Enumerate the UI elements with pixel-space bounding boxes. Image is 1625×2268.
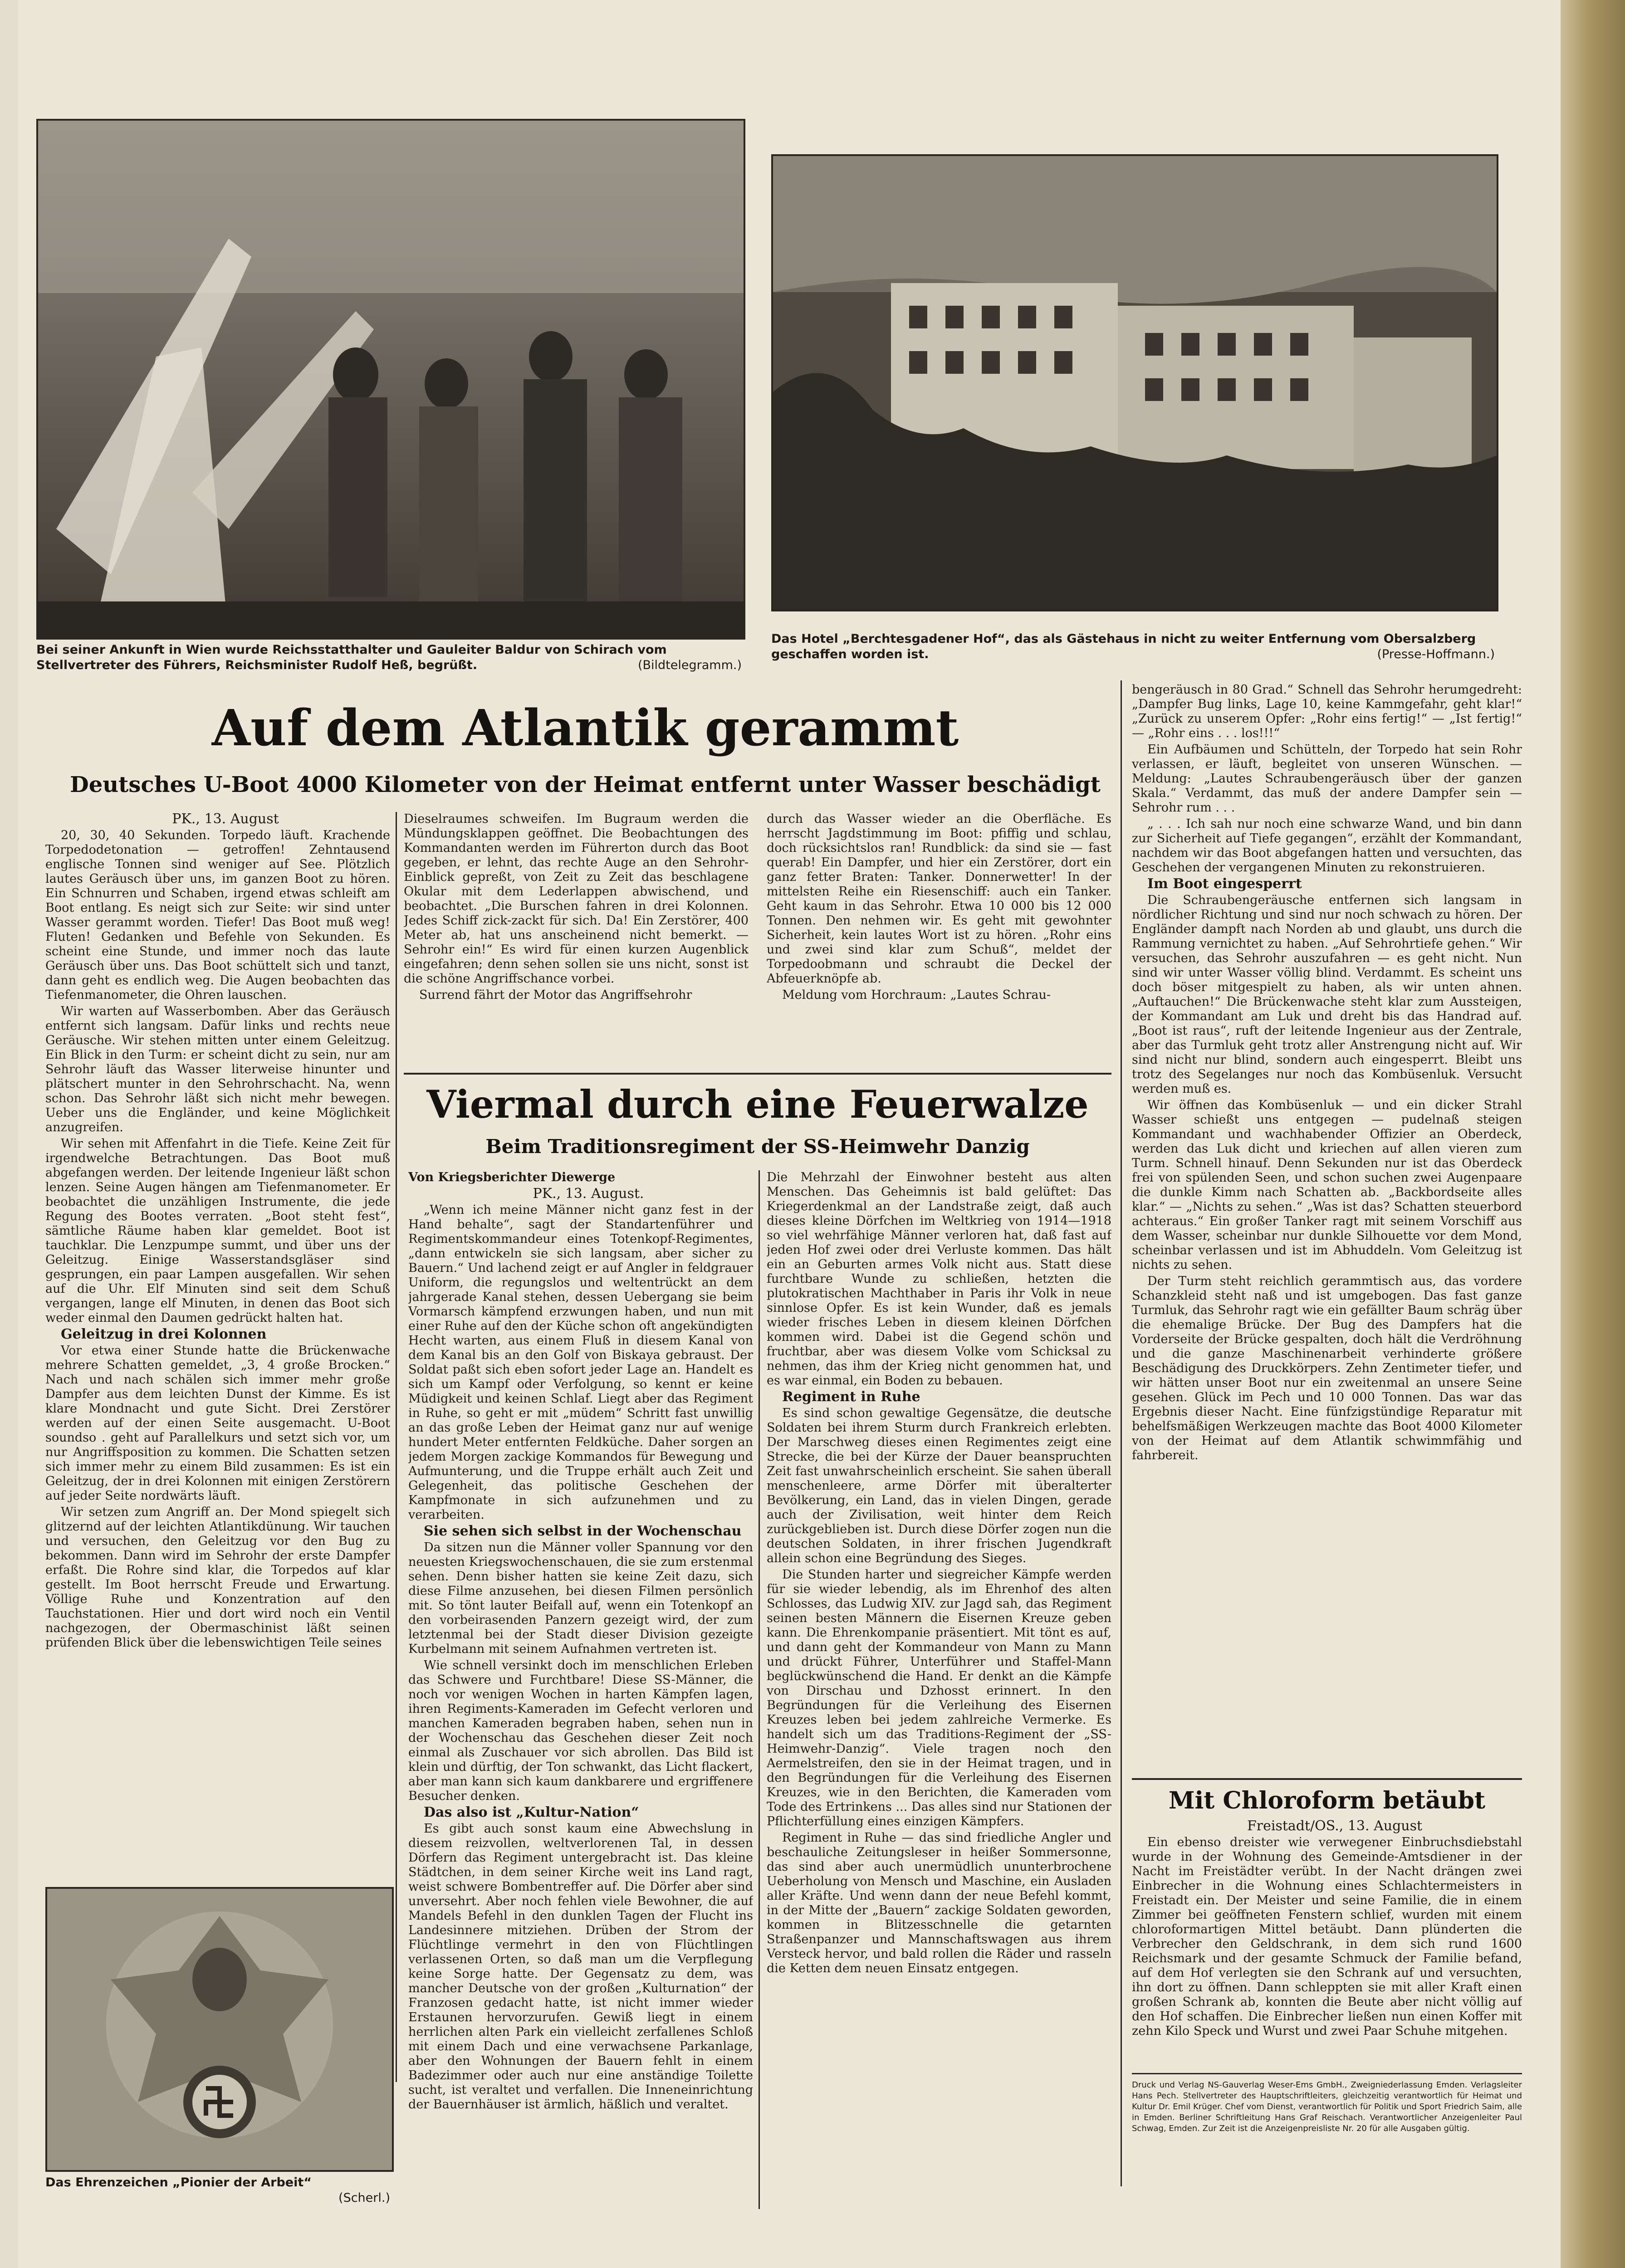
article1-col1-p1: 20, 30, 40 Sekunden. Torpedo läuft. Krachende Torpedodetonation — getroffen! Zehntausend englische Tonnen sind weniger auf See. Plötzlich lautes Geräusch über uns, im ganzen Boot zu hören. Ein Schnurren und Schaben, irgend etwas schleift am Boot entlang. Es neigt sich zur Seite: wir sind unter Wasser gerammt worden. Tiefer! Das Boot muß weg! Fluten! Gedanken und Befehle von Sekunden. Es scheint eine Stunde, und immer noch das laute Geräusch über uns. Das Boot schüttelt sich und tanzt, dann geht es endlich weg. Die Augen beobachten das Tiefenmanometer, die Ohren lauschen.: [45, 828, 390, 1002]
article1-col2-p2: Surrend fährt der Motor das Angriffsehrohr: [419, 988, 692, 1002]
article1-col4-p6: Der Turm steht reichlich gerammtisch aus, das vordere Schanzkleid steht naß und ist umgebogen. Das fast ganze Turmluk, das Sehrohr ragt wie ein gefällter Baum schräg über die ehemalige Brücke. Der Bug des Dampfers hat die Vorderseite der Brücke gespalten, doch hält die Verdröhnung und die ganze Maschinenarbeit verhinderte größere Beschädigung des Druckkörpers. Zehn Zentimeter tiefer, und wir hätten unser Boot nur ein zweitenmal an unsere Seine gesehen. Glück im Pech und 10 000 Tonnen. Das war das Ergebnis dieser Nacht. Eine fünfzigstündige Reparatur mit behelfsmäßigen Werkzeugen machte das Boot 4000 Kilometer von der Heimat auf dem Atlantik schwimmfähig und fahrbereit.: [1132, 1274, 1522, 1462]
caption-ehrenzeichen: [45, 2175, 390, 2206]
article3-dateline: Freistadt/OS., 13. August: [1247, 1819, 1423, 1834]
article1-dateline: PK., 13. August: [172, 812, 279, 827]
article2-colb-p2: Es sind schon gewaltige Gegensätze, die deutsche Soldaten bei ihrem Sturm durch Frankreich erlebten. Der Marschweg dieses einen Regimentes zeigt eine Strecke, die bei der Kürze der Dauer beanspruchten Zeit fast unwahrscheinlich erscheint. Sie sahen überall menschenleere, arme Dörfer mit überalterter Bevölkerung, ein Land, das in vielen Dingen, gerade auch der Zivilisation, weit hinter dem Reich zurückgeblieben ist. Durch diese Dörfer zogen nun die deutschen Soldaten, in ihrer frischen Jugendkraft allein schon eine Begründung des Sieges.: [767, 1406, 1111, 1565]
article1-column-2: [404, 812, 749, 1066]
photo-reception-image: [38, 121, 744, 638]
photo-hotel: [771, 154, 1498, 611]
page-edge: [1561, 0, 1625, 2268]
article1-col4-p3: „ . . . Ich sah nur noch eine schwarze Wand, und bin dann zur Sicherheit auf Tiefe gegangen“, erzählt der Kommandant, nachdem wir das Boot abgefangen hatten und versuchten, das Geschehen der vergangenen Minuten zu rekonstruieren.: [1132, 817, 1522, 875]
caption-ehrenzeichen-credit: (Scherl.): [338, 2191, 390, 2205]
caption-hotel-text: Das Hotel „Berchtesgadener Hof“, das als Gästehaus in nicht zu weiter Entfernung vom Obersalzberg geschaffen worden ist.: [771, 632, 1476, 661]
article2-cola-p2: Da sitzen nun die Männer voller Spannung vor den neuesten Kriegswochenschauen, die sie zum erstenmal sehen. Denn bisher hatten sie keine Zeit dazu, sich diese Filme anzusehen, bei diesen Filmen persönlich mit. So tönt lauter Beifall auf, wenn ein Totenkopf an den vorbeirasenden Panzern gezeigt wird, der zum letztenmal bei der Stadt dieser Division gezeigte Kurbelmann mit seinem Aufnahmen vertreten ist.: [408, 1540, 753, 1656]
article2-colb-p4: Regiment in Ruhe — das sind friedliche Angler und beschauliche Zeitungsleser in heißer Sommersonne, das sind aber auch unermüdlich ununterbrochene Ueberholung von Mensch und Maschine, ein Ausladen aller Kräfte. Und wenn dann der neue Befehl kommt, in der Mitte der „Bauern“ zackige Soldaten geworden, kommen in Blitzesschnelle die getarnten Straßenpanzer und Mannschaftswagen aus ihrem Versteck hervor, und bald rollen die Räder und rasseln die Ketten dem neuen Einsatz entgegen.: [767, 1831, 1111, 1975]
article1-col1-p2: Wir warten auf Wasserbomben. Aber das Geräusch entfernt sich langsam. Dafür links und rechts neue Geräusche. Wir stehen mitten unter einem Geleitzug. Ein Blick in den Turm: er scheint dicht zu sein, nur am Sehrohr läuft das Wasser literweise hinunter und plätschert munter in den Sehrohrschacht. Na, wenn schon. Das Sehrohr läßt sich nicht mehr bewegen. Ueber uns die Engländer, und keine Möglichkeit anzugreifen.: [45, 1004, 390, 1134]
column-rule-1: [396, 812, 397, 2082]
article3-p1: Ein ebenso dreister wie verwegener Einbruchsdiebstahl wurde in der Wohnung des Gemeinde-Amtsdiener in der Nacht im Freistädter verübt. In der Nacht drängen zwei Einbrecher in die Wohnung eines Schlachtermeisters in Freistadt ein. Der Meister und seine Familie, die in einem Zimmer bei geöffneten Fenstern schlief, wurden mit einem chloroformartigen Mittel betäubt. Dann plünderten die Verbrecher den Geldschrank, in dem sich rund 1600 Reichsmark und der gesamte Schmuck der Familie befand, auf dem Hof verlegten sie den Schrank auf und versuchten, ihn dort zu öffnen. Dann schleppten sie mit aller Kraft einen großen Schrank ab, konnten die Beute aber nicht völlig auf den Hof schaffen. Die Einbrecher ließen nun einen Koffer mit zehn Kilo Speck und Wurst und zwei Paar Schuhe mitgehen.: [1132, 1835, 1522, 2038]
article1-column-4: [1132, 683, 1522, 1758]
imprint: Druck und Verlag NS-Gauverlag Weser-Ems GmbH., Zweigniederlassung Emden. Verlagsleiter Hans Pech. Stellvertreter des Hauptschriftleiters, gleichzeitig verantwortlich für Heimat und Kultur Dr. Emil Krüger. Chef vom Dienst, verantwortlich für Politik und Sport Friedrich Saim, alle in Emden. Berliner Schriftleitung Hans Graf Reischach. Verantwortlicher Anzeigenleiter Paul Schwag, Emden. Zur Zeit ist die Anzeigenpreisliste Nr. 20 für alle Ausgaben gültig.: [1132, 2080, 1522, 2133]
article1-col1-p5: Wir setzen zum Angriff an. Der Mond spiegelt sich glitzernd auf der leichten Atlantikdünung. Wir tauchen und versuchen, den Geleitzug vor den Bug zu bekommen. Dann wird im Sehrohr der erste Dampfer erfaßt. Die Rohre sind klar, die Torpedos auf klar gestellt. Im Boot herrscht Freude und Erwartung. Völlige Ruhe und Konzentration auf den Tauchstationen. Hier und dort wird noch ein Ventil nachgezogen, der Obermaschinist läßt seinen prüfenden Blick über die lebenswichtigen Teile seines: [45, 1505, 390, 1650]
article2-colb-subhead: Regiment in Ruhe: [782, 1389, 920, 1405]
article3-top-rule: [1132, 1778, 1522, 1780]
article1-col3-p2: Meldung vom Horchraum: „Lautes Schrau-: [782, 988, 1051, 1002]
photo-hotel-image: [773, 156, 1497, 610]
article1-col2-p1: Dieselraumes schweifen. Im Bugraum werden die Mündungsklappen geöffnet. Die Beobachtungen des Kommandanten werden im Führerton durch das Boot gegeben, er lehnt, das rechte Auge an den Sehrohr-Einblick gepreßt, von Zeit zu Zeit das beschlagene Okular mit dem Lederlappen abwischend, und beobachtet. „Die Burschen fahren in drei Kolonnen. Jedes Schiff zick-zackt für sich. Da! Ein Zerstörer, 400 Meter ab, hat uns anscheinend nicht bemerkt. — Sehrohr ein!“ Es wird für einen kurzen Augenblick eingefahren; denn sehen sollen sie uns nicht, sonst ist die schöne Angriffschance vorbei.: [404, 812, 749, 986]
article2-cola-subhead1: Sie sehen sich selbst in der Wochenschau: [424, 1523, 742, 1539]
article1-col4-subhead: Im Boot eingesperrt: [1147, 876, 1302, 892]
imprint-top-rule: [1132, 2073, 1522, 2074]
article2-colb-p1: Die Mehrzahl der Einwohner besteht aus alten Menschen. Das Geheimnis ist bald gelüftet: Das Kriegerdenkmal an der Landstraße zeigt, daß auch dieses kleine Dörfchen im Weltkrieg von 1914—1918 so viel wehrfähige Männer verloren hat, daß fast auf jeden Hof zwei oder drei Verluste kommen. Das hält ein an Geburten armes Volk nicht aus. Statt diese furchtbare Wunde zu schließen, hetzten die plutokratischen Machthaber in Paris ihr Volk in neue sinnlose Opfer. Es ist kein Wunder, daß es jemals wieder frisches Leben in diesem kleinen Dörfchen kommen wird. Dabei ist die Gegend schön und fruchtbar, aber was diesem Volke vom Schicksal zu nehmen, das ihm der Krieg nicht genommen hat, und es war einmal, ein Boden zu bebauen.: [767, 1170, 1111, 1388]
caption-reception: [36, 642, 742, 673]
article3-headline: Mit Chloroform betäubt: [1168, 1787, 1486, 1814]
caption-ehrenzeichen-text: Das Ehrenzeichen „Pionier der Arbeit“: [45, 2175, 312, 2190]
photo-ehrenzeichen-image: [47, 1889, 392, 2170]
caption-hotel-credit: (Presse-Hoffmann.): [1377, 647, 1495, 661]
column-rule-3: [1121, 680, 1122, 2186]
article1-col1-subhead: Geleitzug in drei Kolonnen: [61, 1326, 267, 1342]
article1-col4-p5: Wir öffnen das Kombüsenluk — und ein dicker Strahl Wasser schießt uns entgegen — pudelnaß steigen Kommandant und wachhabender Offizier an Oberdeck, werden das Luk dicht und kriechen auf allen vieren zum Turm. Schnell hinauf. Denn Sekunden nur ist das Oberdeck frei von spülenden Seen, und schon suchen zwei Augenpaare die dunkle Kimm nach Schatten ab. „Backbordseite alles klar.“ — „Nichts zu sehen.“ „Was ist das? Schatten steuerbord achteraus.“ Ein großer Tanker ragt mit seinem Vorschiff aus dem Wasser, scheinbar nur dunkle Silhouette vor dem Mond, scheinbar verlassen und ist im Abhuddeln. Vom Geleitzug ist nichts zu sehen.: [1132, 1098, 1522, 1272]
article2-cola-p1: „Wenn ich meine Männer nicht ganz fest in der Hand behalte“, sagt der Standartenführer und Regimentskommandeur eines Totenkopf-Regimentes, „dann entwickeln sie sich langsam, aber sicher zu Bauern.“ Und lachend zeigt er auf Angler in feldgrauer Uniform, die regungslos und weltentrückt an dem jahrgerade Kanal stehen, dessen Uebergang sie beim Vormarsch kämpfend erzwungen haben, und nun mit einer Ruhe auf den der Küche schon oft angekündigten Hecht warten, aus einem Fluß in diesem Kanal von dem Kanal bis an den Golf von Biskaya gebraust. Der Soldat paßt sich eben sofort jeder Lage an. Handelt es sich um Kampf oder Verfolgung, so kennt er keine Müdigkeit und keinen Schlaf. Liegt aber das Regiment in Ruhe, so geht er mit „müdem“ Schritt fast unwillig an das große Leben der Heimat ganz nur auf wenige hundert Meter entfernten Feldküche. Daher sorgen an jedem Morgen zackige Kommandos für Bewegung und Aufmunterung, und die Truppe erhält auch Zeit und Gelegenheit, das politische Geschehen der Kampfmonate in sich aufzunehmen und zu verarbeiten.: [408, 1203, 753, 1522]
article2-cola-p3: Wie schnell versinkt doch im menschlichen Erleben das Schwere und Furchtbare! Diese SS-Männer, die noch vor wenigen Wochen in harten Kämpfen lagen, ihren Regiments-Kameraden im Gefecht verloren und manchen Kameraden begraben haben, sehen nun in der Wochenschau das Geschehen dieser Zeit noch einmal als Zuschauer vor sich abrollen. Das Bild ist klein und dürftig, der Ton schwankt, das Licht flackert, aber man kann sich kaum dankbarere und ergriffenere Besucher denken.: [408, 1658, 753, 1803]
article2-subheadline: Beim Traditionsregiment der SS-Heimwehr Danzig: [485, 1135, 1030, 1158]
article1-col4-p2: Ein Aufbäumen und Schütteln, der Torpedo hat sein Rohr verlassen, er läuft, begleitet von unseren Wünschen. — Meldung: „Lautes Schraubengeräusch über der ganzen Skala.“ Verdammt, das muß der andere Dampfer sein — Sehrohr rum . . .: [1132, 743, 1522, 815]
article2-column-b: [767, 1170, 1111, 2209]
article1-col1-p3: Wir sehen mit Affenfahrt in die Tiefe. Keine Zeit für irgendwelche Betrachtungen. Das Boot muß abgefangen werden. Der leitende Ingenieur läßt schon lenzen. Seine Augen hängen am Tiefenmanometer. Er beobachtet die unzähligen Instrumente, die jede Regung des Bootes verraten. „Boot steht fest“, sämtliche Räume haben klar gemeldet. Boot ist tauchklar. Die Lenzpumpe summt, und über uns der Geleitzug. Einige Wasserstandsgläser sind gesprungen, ein paar Lampen ausgefallen. Wir sehen auf die Uhr. Elf Minuten sind seit dem Schuß vergangen, lange elf Minuten, in denen das Boot sich weder einmal den Daumen gedrückt halten hat.: [45, 1137, 390, 1325]
article2-top-rule: [404, 1073, 1111, 1075]
photo-ehrenzeichen: [45, 1887, 394, 2172]
article1-col4-p4: Die Schraubengeräusche entfernen sich langsam in nördlicher Richtung und sind nur noch schwach zu hören. Der Engländer dampft nach Norden ab und glaubt, uns durch die Rammung vernichtet zu haben. „Auf Sehrohrtiefe gehen.“ Wir versuchen, das Sehrohr auszufahren — es geht nicht. Nun sind wir unter Wasser völlig blind. Verdammt. Es scheint uns doch böser mitgespielt zu haben, als wir unten ahnen. „Auftauchen!“ Die Brückenwache steht klar zum Aussteigen, der Kommandant am Luk und dreht bis das Handrad auf. „Boot ist raus“, ruft der leitende Ingenieur aus der Zentrale, aber das Turmluk geht trotz aller Anstrengung nicht auf. Wir sind nicht nur blind, sondern auch eingesperrt. Bleibt uns trotz des Segelanges nur noch das Kombüsenluk. Versucht werden muß es.: [1132, 893, 1522, 1096]
caption-reception-credit: (Bildtelegramm.): [637, 658, 742, 672]
article2-headline: Viermal durch eine Feuerwalze: [426, 1082, 1089, 1127]
article2-column-a: [408, 1170, 753, 2209]
column-rule-2: [759, 1170, 760, 2209]
caption-hotel: [771, 631, 1495, 662]
article1-subheadline: Deutsches U-Boot 4000 Kilometer von der Heimat entfernt unter Wasser beschädigt: [70, 772, 1101, 797]
article1-column-3: [767, 812, 1111, 1066]
article2-cola-subhead2: Das also ist „Kultur-Nation“: [424, 1804, 639, 1820]
newspaper-page: [18, 0, 1561, 2268]
article1-col4-p1: bengeräusch in 80 Grad.“ Schnell das Sehrohr herumgedreht: „Dampfer Bug links, Lage 10, keine Kammgefahr, geht klar!“ „Zurück zu unserem Opfer: „Rohr eins fertig!“ — „Ist fertig!“ — „Rohr eins . . . los!!!“: [1132, 683, 1522, 740]
article1-column-1: [45, 812, 390, 1860]
article2-dateline: PK., 13. August.: [533, 1186, 644, 1202]
photo-reception-vienna: [36, 119, 745, 640]
article2-colb-p3: Die Stunden harter und siegreicher Kämpfe werden für sie wieder lebendig, als im Ehrenhof des alten Schlosses, das Ludwig XIV. zur Jagd sah, das Regiment seinen besten Männern die Eisernen Kreuze geben kann. Die Ehrenkompanie präsentiert. Mit tönt es auf, und dann geht der Kommandeur von Mann zu Mann und drückt Führer, Unterführer und Staffel-Mann beglückwünschend die Hand. Er denkt an die Kämpfe von Dirschau und Dzhosst erinnert. In den Begründungen für die Verleihung des Eisernen Kreuzes leben bei jedem zahlreiche Vermerke. Es handelt sich um das Traditions-Regiment der „SS-Heimwehr-Danzig“. Viele tragen noch den Aermelstreifen, den sie in der Heimat tragen, und in den Begründungen für die Verleihung des Eisernen Kreuzes, wie in den Berichten, die Kameraden vom Tode des Ertrinkens ... Das alles sind nur Stationen der Pflichterfüllung eines einzigen Kämpfers.: [767, 1568, 1111, 1828]
article2-byline: Von Kriegsberichter Diewerge: [408, 1170, 616, 1184]
article1-col3-p1: durch das Wasser wieder an die Oberfläche. Es herrscht Jagdstimmung im Boot: pfiffig und schlau, doch rücksichtslos ran! Rundblick: da sind sie — fast querab! Ein Dampfer, und hier ein Zerstörer, dort ein ganz fetter Braten: Tanker. Donnerwetter! In der mittelsten Reihe ein Riesenschiff: auch ein Tanker. Geht kaum in das Sehrohr. Etwa 10 000 bis 12 000 Tonnen. Den nehmen wir. Es geht mit gewohnter Sicherheit, kein lautes Wort ist zu hören. „Rohr eins und zwei sind klar zum Schuß“, meldet der Torpedoobmann und schraubt die Deckel der Abfeuerknöpfe ab.: [767, 812, 1111, 986]
article3-body: [1132, 1819, 1522, 2064]
caption-reception-text: Bei seiner Ankunft in Wien wurde Reichsstatthalter und Gauleiter Baldur von Schirach vom Stellvertreter des Führers, Reichsminister Rudolf Heß, begrüßt.: [36, 643, 667, 672]
article1-col1-p4: Vor etwa einer Stunde hatte die Brückenwache mehrere Schatten gemeldet, „3, 4 große Brocken.“ Nach und nach schälen sich immer mehr große Dampfer aus dem leichten Dunst der Kimme. Es ist klare Mondnacht und gute Sicht. Drei Zerstörer werden auf der einen Seite ausgemacht. U-Boot soundso . geht auf Parallelkurs und setzt sich vor, um nur Angriffsposition zu kommen. Die Schatten setzen sich immer mehr zu einem Bild zusammen: Es ist ein Geleitzug, der in drei Kolonnen mit einigen Zerstörern auf jeder Seite nordwärts läuft.: [45, 1344, 390, 1503]
article2-cola-p4: Es gibt auch sonst kaum eine Abwechslung in diesem reizvollen, weltverlorenen Tal, in dessen Dörfern das Regiment untergebracht ist. Das kleine Städtchen, in dem seiner Kirche weit ins Land ragt, weist schwere Bombentreffer auf. Die Dörfer aber sind unversehrt. Aber noch fehlen viele Bewohner, die auf Mandels Befehl in den dunklen Tagen der Flucht ins Landesinnere mitziehen. Drüben der Strom der Flüchtlinge vermehrt in den von Flüchtlingen verlassenen Orten, so daß man um die Verpflegung keine Sorge hatte. Der Gegensatz zu dem, was mancher Deutsche von der großen „Kulturnation“ der Franzosen gedacht hatte, ist nicht immer wieder Erstaunen hervorzurufen. Gewiß liegt in einem herrlichen alten Park ein vielleicht zerfallenes Schloß mit einem Dach und eine verwachsene Parkanlage, aber den Wohnungen der Bauern fehlt in einem Badezimmer oder auch nur eine anständige Toilette sucht, ist veraltet und verfallen. Die Inneneinrichtung der Bauernhäuser ist ärmlich, häßlich und veraltet.: [408, 1822, 753, 2112]
article1-headline: Auf dem Atlantik gerammt: [211, 699, 959, 757]
